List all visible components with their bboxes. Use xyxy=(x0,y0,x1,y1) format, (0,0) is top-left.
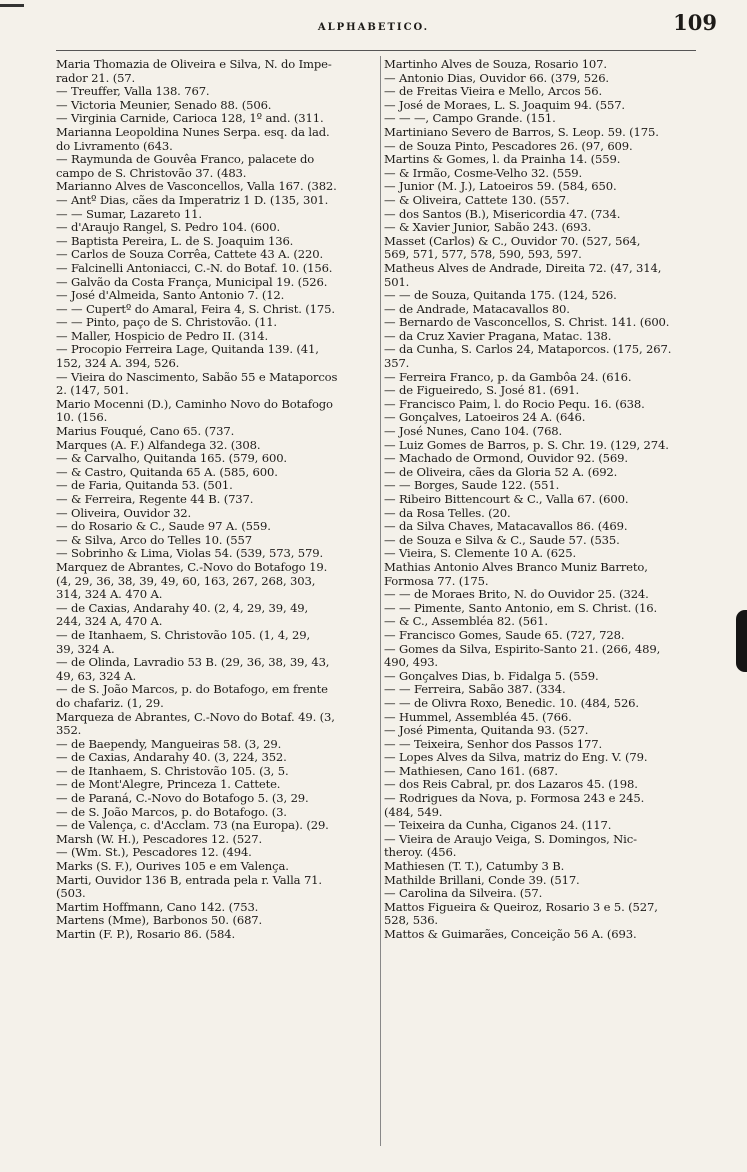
directory-entry-line: — Gonçalves, Latoeiros 24 A. (646. xyxy=(384,411,586,425)
directory-entry-line: — dos Santos (B.), Misericordia 47. (734. xyxy=(384,207,621,221)
page-header-title: ALPHABETICO. xyxy=(317,22,430,33)
directory-entry-line: — da Rosa Telles. (20. xyxy=(384,506,511,520)
page-number: 109 xyxy=(673,10,717,35)
directory-entry-line: — da Cunha, S. Carlos 24, Mataporcos. (175, 267. xyxy=(384,343,672,357)
corner-ink-mark xyxy=(0,4,24,7)
directory-entry-line: — Antonio Dias, Ouvidor 66. (379, 526. xyxy=(384,71,609,85)
directory-entry-line: — Vieira do Nascimento, Sabão 55 e Mataporcos xyxy=(56,370,338,384)
directory-entry-line: — Francisco Paim, l. do Rocio Pequ. 16. (638. xyxy=(384,397,645,411)
directory-entry-line: — de Mont'Alegre, Princeza 1. Cattete. xyxy=(56,778,281,792)
directory-entry-line: — Luiz Gomes de Barros, p. S. Chr. 19. (129, 274. xyxy=(384,438,669,452)
directory-entry-line: — de Faria, Quitanda 53. (501. xyxy=(56,479,233,493)
directory-entry-line: — — Pinto, paço de S. Christovão. (11. xyxy=(56,316,277,330)
directory-entry-line: — Lopes Alves da Silva, matriz do Eng. V. (79. xyxy=(384,751,648,765)
directory-entry-line: — — —, Campo Grande. (151. xyxy=(384,112,556,126)
directory-entry-line: Marianna Leopoldina Nunes Serpa. esq. da lad. xyxy=(56,125,330,139)
directory-entry-line: Mattos & Guimarães, Conceição 56 A. (693. xyxy=(384,928,637,941)
directory-entry-line: — da Cruz Xavier Pragana, Matac. 138. xyxy=(384,329,612,343)
directory-entry-line: — José Nunes, Cano 104. (768. xyxy=(384,425,563,439)
directory-entry-line: — — Ferreira, Sabão 387. (334. xyxy=(384,683,566,697)
column-divider xyxy=(380,56,381,1146)
directory-entry-line: Marqueza de Abrantes, C.-Novo do Botaf. 49. (3, xyxy=(56,710,335,724)
directory-entry-line: — — Borges, Saude 122. (551. xyxy=(384,479,560,493)
directory-entry-line: — de Caxias, Andarahy 40. (3, 224, 352. xyxy=(56,751,287,765)
directory-entry-line: — & Oliveira, Cattete 130. (557. xyxy=(384,193,570,207)
directory-entry-line: — de Baependy, Mangueiras 58. (3, 29. xyxy=(56,737,282,751)
directory-entry-line: Marius Fouqué, Cano 65. (737. xyxy=(56,425,235,439)
directory-entry-line: do chafariz. (1, 29. xyxy=(56,696,164,710)
directory-entry-line: 357. xyxy=(384,357,410,371)
directory-entry-line: — — Pimente, Santo Antonio, em S. Christ. (16. xyxy=(384,601,657,615)
directory-entry-line: theroy. (456. xyxy=(384,846,457,860)
directory-entry-line: — Francisco Gomes, Saude 65. (727, 728. xyxy=(384,628,625,642)
directory-entry-line: Martens (Mme), Barbonos 50. (687. xyxy=(56,914,263,928)
directory-entry-line: (4, 29, 36, 38, 39, 49, 60, 163, 267, 268, 303, xyxy=(56,574,316,588)
directory-entry-line: 490, 493. xyxy=(384,656,438,670)
directory-entry-line: — de S. João Marcos, p. do Botafogo. (3. xyxy=(56,805,287,819)
directory-entry-line: rador 21. (57. xyxy=(56,71,136,85)
directory-entry-line: 314, 324 A. 470 A. xyxy=(56,588,163,602)
directory-entry-line: 152, 324 A. 394, 526. xyxy=(56,357,180,371)
directory-entry-line: — Procopio Ferreira Lage, Quitanda 139. (41, xyxy=(56,343,319,357)
directory-entry-line: — & Silva, Arco do Telles 10. (557 xyxy=(56,533,252,547)
directory-entry-line: — Machado de Ormond, Ouvidor 92. (569. xyxy=(384,452,628,466)
directory-entry-line: — — de Souza, Quitanda 175. (124, 526. xyxy=(384,289,617,303)
directory-entry-line: — do Rosario & C., Saude 97 A. (559. xyxy=(56,520,271,534)
directory-entry-line: Marks (S. F.), Ourives 105 e em Valença. xyxy=(56,860,289,874)
directory-entry-line: Formosa 77. (175. xyxy=(384,574,489,588)
directory-entry-line: — & C., Assembléa 82. (561. xyxy=(384,615,548,629)
directory-entry-line: — Gomes da Silva, Espirito-Santo 21. (266, 489, xyxy=(384,642,661,656)
directory-entry-line: — — Teixeira, Senhor dos Passos 177. xyxy=(384,737,602,751)
directory-entry-line: Mathiesen (T. T.), Catumby 3 B. xyxy=(384,860,565,874)
directory-entry-line: Martin (F. P.), Rosario 86. (584. xyxy=(56,928,236,941)
directory-entry-line: Martiniano Severo de Barros, S. Leop. 59. (175. xyxy=(384,125,659,139)
directory-entry-line: — Gonçalves Dias, b. Fidalga 5. (559. xyxy=(384,669,599,683)
directory-entry-line: — Falcinelli Antoniacci, C.-N. do Botaf. 10. (156. xyxy=(56,261,333,275)
directory-entry-line: — Vieira de Araujo Veiga, S. Domingos, Nic- xyxy=(384,832,637,846)
directory-entry-line: — Maller, Hospicio de Pedro II. (314. xyxy=(56,329,269,343)
directory-entry-line: 501. xyxy=(384,275,410,289)
directory-entry-line: Mathilde Brillani, Conde 39. (517. xyxy=(384,873,580,887)
directory-entry-line: 528, 536. xyxy=(384,914,438,928)
directory-entry-line: 39, 324 A. xyxy=(56,642,115,656)
directory-entry-line: — de Caxias, Andarahy 40. (2, 4, 29, 39, 49, xyxy=(56,601,309,615)
directory-entry-line: — Victoria Meunier, Senado 88. (506. xyxy=(56,98,272,112)
directory-entry-line: — Oliveira, Ouvidor 32. xyxy=(56,506,191,520)
directory-entry-line: — Carlos de Souza Corrêa, Cattete 43 A. (220. xyxy=(56,248,324,262)
directory-entry-line: — & Castro, Quitanda 65 A. (585, 600. xyxy=(56,465,278,479)
directory-entry-line: 2. (147, 501. xyxy=(56,384,129,398)
directory-entry-line: — Sobrinho & Lima, Violas 54. (539, 573, 579. xyxy=(56,547,323,561)
directory-entry-line: 10. (156. xyxy=(56,411,108,425)
directory-entry-line: — de Paraná, C.-Novo do Botafogo 5. (3, 29. xyxy=(56,792,309,806)
directory-entry-line: 569, 571, 577, 578, 590, 593, 597. xyxy=(384,248,582,262)
directory-entry-line: — José Pimenta, Quitanda 93. (527. xyxy=(384,724,589,738)
directory-entry-line: do Livramento (643. xyxy=(56,139,173,153)
directory-entry-line: — de Olinda, Lavradio 53 B. (29, 36, 38, 39, 43, xyxy=(56,656,330,670)
directory-entry-line: Mattos Figueira & Queiroz, Rosario 3 e 5. (527, xyxy=(384,900,658,914)
directory-entry-line: — Bernardo de Vasconcellos, S. Christ. 141. (600. xyxy=(384,316,670,330)
directory-entry-line: Mario Mocenni (D.), Caminho Novo do Botafogo xyxy=(56,397,333,411)
directory-entry-line: Marti, Ouvidor 136 B, entrada pela r. Valla 71. xyxy=(56,873,322,887)
directory-entry-line: — de Andrade, Matacavallos 80. xyxy=(384,302,570,316)
directory-entry-line: — & Ferreira, Regente 44 B. (737. xyxy=(56,493,254,506)
directory-entry-line: — Ferreira Franco, p. da Gambôa 24. (616. xyxy=(384,370,632,384)
margin-ink-mark xyxy=(736,610,747,672)
directory-entry-line: — de Souza e Silva & C., Saude 57. (535. xyxy=(384,533,620,547)
right-column xyxy=(384,58,702,942)
directory-entry-line: — de Freitas Vieira e Mello, Arcos 56. xyxy=(384,85,603,99)
directory-entry-line: Marianno Alves de Vasconcellos, Valla 167. (382. xyxy=(56,180,337,194)
directory-entry-line: — Teixeira da Cunha, Ciganos 24. (117. xyxy=(384,819,612,833)
directory-entry-line: Martins & Gomes, l. da Prainha 14. (559. xyxy=(384,153,621,167)
directory-entry-line: — — Cupertº do Amaral, Feira 4, S. Christ. (175. xyxy=(56,302,335,316)
directory-entry-line: 49, 63, 324 A. xyxy=(56,669,137,683)
directory-entry-line: — dos Reis Cabral, pr. dos Lazaros 45. (198. xyxy=(384,778,638,792)
directory-entry-line: — de Valença, c. d'Acclam. 73 (na Europa). (29. xyxy=(56,819,329,833)
directory-entry-line: Matheus Alves de Andrade, Direita 72. (47, 314, xyxy=(384,261,662,275)
directory-entry-line: Marques (A. F.) Alfandega 32. (308. xyxy=(56,438,261,452)
directory-entry-line: — — de Olivra Roxo, Benedic. 10. (484, 526. xyxy=(384,696,639,710)
directory-entry-line: — de Souza Pinto, Pescadores 26. (97, 609. xyxy=(384,139,633,153)
directory-entry-line: — Raymunda de Gouvêa Franco, palacete do xyxy=(56,153,315,167)
directory-entry-line: — Rodrigues da Nova, p. Formosa 243 e 245. xyxy=(384,792,645,806)
directory-entry-line: — & Xavier Junior, Sabão 243. (693. xyxy=(384,221,592,235)
directory-entry-line: — & Irmão, Cosme-Velho 32. (559. xyxy=(384,166,583,180)
directory-entry-line: — Mathiesen, Cano 161. (687. xyxy=(384,764,558,778)
directory-entry-line: Marsh (W. H.), Pescadores 12. (527. xyxy=(56,832,263,846)
directory-entry-line: — & Carvalho, Quitanda 165. (579, 600. xyxy=(56,452,287,466)
directory-entry-line: — de Itanhaem, S. Christovão 105. (3, 5. xyxy=(56,764,289,778)
directory-entry-line: — José d'Almeida, Santo Antonio 7. (12. xyxy=(56,289,285,303)
directory-entry-line: — de S. João Marcos, p. do Botafogo, em frente xyxy=(56,683,328,697)
directory-entry-line: — — de Moraes Brito, N. do Ouvidor 25. (324. xyxy=(384,588,649,602)
directory-entry-line: Maria Thomazia de Oliveira e Silva, N. do Impe- xyxy=(56,58,332,71)
directory-entry-line: Martim Hoffmann, Cano 142. (753. xyxy=(56,900,259,914)
directory-entry-line: — Baptista Pereira, L. de S. Joaquim 136. xyxy=(56,234,294,248)
directory-entry-line: — de Figueiredo, S. José 81. (691. xyxy=(384,384,580,398)
directory-entry-line: — d'Araujo Rangel, S. Pedro 104. (600. xyxy=(56,221,280,235)
directory-entry-line: — Virginia Carnide, Carioca 128, 1º and. (311. xyxy=(56,112,324,126)
directory-entry-line: — Treuffer, Valla 138. 767. xyxy=(56,85,210,99)
directory-entry-line: — de Oliveira, cães da Gloria 52 A. (692. xyxy=(384,465,618,479)
directory-entry-line: — (Wm. St.), Pescadores 12. (494. xyxy=(56,846,252,860)
directory-entry-line: — da Silva Chaves, Matacavallos 86. (469. xyxy=(384,520,628,534)
directory-entry-line: — de Itanhaem, S. Christovão 105. (1, 4, 29, xyxy=(56,628,311,642)
directory-entry-line: (484, 549. xyxy=(384,805,443,819)
directory-entry-line: campo de S. Christovão 37. (483. xyxy=(56,166,247,180)
directory-entry-line: — Galvão da Costa França, Municipal 19. (526. xyxy=(56,275,328,289)
directory-entry-line: (503. xyxy=(56,887,86,901)
header-rule xyxy=(56,50,696,51)
directory-entry-line: Mathias Antonio Alves Branco Muniz Barreto, xyxy=(384,560,648,574)
directory-entry-line: — José de Moraes, L. S. Joaquim 94. (557. xyxy=(384,98,625,112)
directory-entry-line: Marquez de Abrantes, C.-Novo do Botafogo 19. xyxy=(56,560,328,574)
directory-entry-line: Martinho Alves de Souza, Rosario 107. xyxy=(384,58,607,71)
directory-entry-line: — Vieira, S. Clemente 10 A. (625. xyxy=(384,547,576,561)
directory-entry-line: Masset (Carlos) & C., Ouvidor 70. (527, 564, xyxy=(384,234,641,248)
directory-entry-line: 244, 324 A, 470 A. xyxy=(56,615,163,629)
left-column xyxy=(56,58,378,942)
directory-entry-line: — — Sumar, Lazareto 11. xyxy=(56,207,202,221)
directory-entry-line: — Junior (M. J.), Latoeiros 59. (584, 650. xyxy=(384,180,617,194)
directory-entry-line: — Carolina da Silveira. (57. xyxy=(384,887,543,901)
directory-entry-line: — Hummel, Assembléa 45. (766. xyxy=(384,710,572,724)
directory-entry-line: — Ribeiro Bittencourt & C., Valla 67. (600. xyxy=(384,493,629,506)
directory-entry-line: 352. xyxy=(56,724,82,738)
directory-entry-line: — Antº Dias, cães da Imperatriz 1 D. (135, 301. xyxy=(56,193,329,207)
